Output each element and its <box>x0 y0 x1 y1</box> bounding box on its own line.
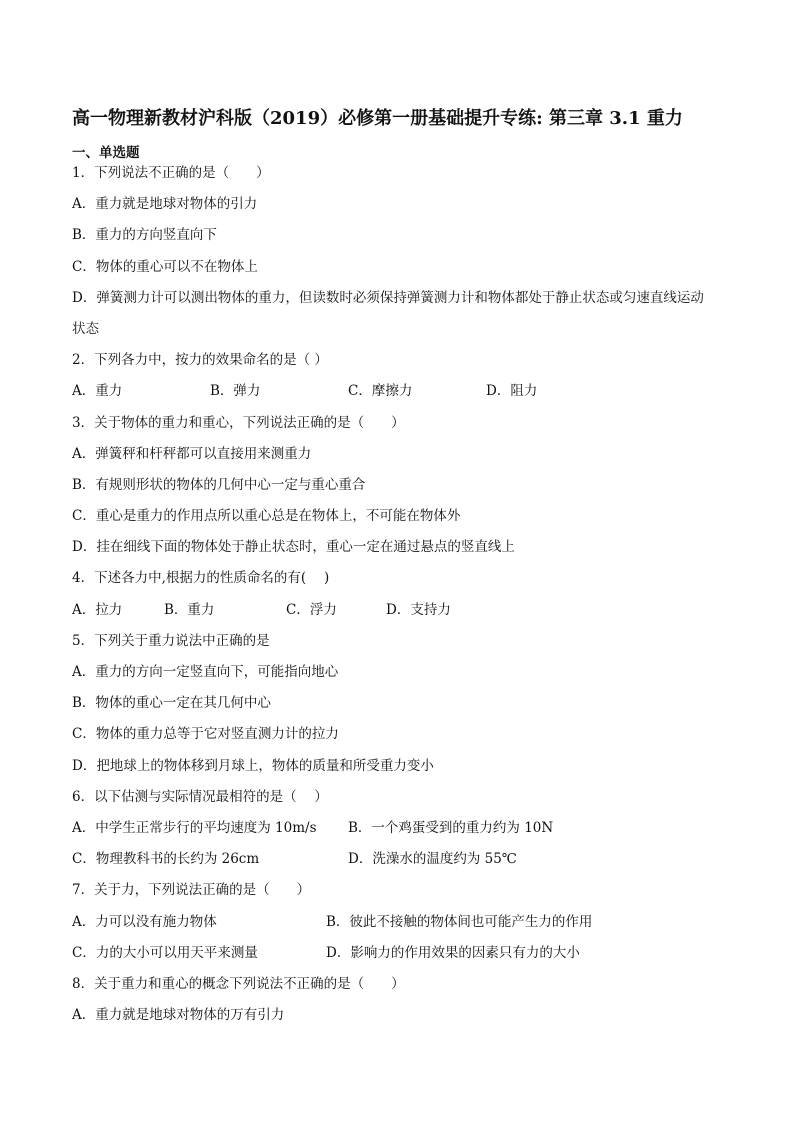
question-6-option-c: C．物理教科书的长约为 26cm <box>72 851 260 868</box>
section-heading: 一、单选题 <box>72 145 140 161</box>
question-5-option-d: D．把地球上的物体移到月球上，物体的质量和所受重力变小 <box>72 757 434 774</box>
question-4-stem: 4．下述各力中,根据力的性质命名的有( ) <box>72 570 330 587</box>
question-7-option-c: C．力的大小可以用天平来测量 <box>72 944 258 961</box>
question-1-option-d: D．弹簧测力计可以测出物体的重力，但读数时必须保持弹簧测力计和物体都处于静止状态或匀速直线运动 <box>72 289 704 306</box>
question-2-option-d: D．阻力 <box>486 383 538 400</box>
question-3-option-b: B．有规则形状的物体的几何中心一定与重心重合 <box>72 476 366 493</box>
question-6-option-a: A．中学生正常步行的平均速度为 10m/s <box>72 819 317 836</box>
question-1-stem: 1．下列说法不正确的是（ ） <box>72 165 270 181</box>
question-6-options-ab <box>72 818 732 849</box>
question-5-option-a: A．重力的方向一定竖直向下，可能指向地心 <box>72 664 339 680</box>
question-6-option-d: D．洗澡水的温度约为 55℃ <box>348 851 517 868</box>
question-7-options-cd <box>72 943 732 974</box>
question-6-stem: 6．以下估测与实际情况最相符的是（ ） <box>72 788 328 805</box>
question-4-option-d: D．支持力 <box>386 601 451 618</box>
question-3-option-c: C．重心是重力的作用点所以重心总是在物体上，不可能在物体外 <box>72 508 461 525</box>
question-2-option-b: B．弹力 <box>210 383 261 400</box>
question-5-stem: 5．下列关于重力说法中正确的是 <box>72 632 270 649</box>
question-2-option-a: A．重力 <box>72 383 123 400</box>
question-5-option-c: C．物体的重力总等于它对竖直测力计的拉力 <box>72 726 339 743</box>
question-2-option-c: C．摩擦力 <box>348 383 413 400</box>
document-title: 高一物理新教材沪科版（2019）必修第一册基础提升专练: 第三章 3.1 重力 <box>72 108 683 129</box>
question-6-option-b: B．一个鸡蛋受到的重力约为 10N <box>348 819 554 836</box>
question-2-stem: 2．下列各力中，按力的效果命名的是（ ） <box>72 352 328 369</box>
question-2-options <box>72 381 732 412</box>
question-3-option-a: A．弹簧秤和杆秤都可以直接用来测重力 <box>72 445 312 462</box>
question-1-option-d-cont: 状态 <box>72 320 99 337</box>
question-7-option-d: D．影响力的作用效果的因素只有力的大小 <box>326 944 580 961</box>
question-1-option-c: C．物体的重心可以不在物体上 <box>72 258 258 275</box>
question-1-option-b: B．重力的方向竖直向下 <box>72 227 217 244</box>
question-4-options <box>72 600 732 631</box>
question-4-option-a: A．拉力 <box>72 601 123 618</box>
question-7-stem: 7．关于力，下列说法正确的是（ ） <box>72 882 311 899</box>
question-7-option-a: A．力可以没有施力物体 <box>72 913 217 930</box>
question-3-stem: 3．关于物体的重力和重心，下列说法正确的是（ ） <box>72 414 405 431</box>
question-8-stem: 8．关于重力和重心的概念下列说法不正确的是（ ） <box>72 975 405 992</box>
question-3-option-d: D．挂在细线下面的物体处于静止状态时，重心一定在通过悬点的竖直线上 <box>72 539 515 556</box>
question-4-option-b: B．重力 <box>164 601 215 618</box>
question-1-option-a: A．重力就是地球对物体的引力 <box>72 196 258 213</box>
question-6-options-cd <box>72 849 732 880</box>
question-4-option-c: C．浮力 <box>286 601 337 618</box>
question-list <box>72 163 732 1036</box>
question-8-option-a: A．重力就是地球对物体的万有引力 <box>72 1007 285 1024</box>
question-5-option-b: B．物体的重心一定在其几何中心 <box>72 695 271 712</box>
question-7-option-b: B．彼此不接触的物体间也可能产生力的作用 <box>326 913 593 930</box>
question-7-options-ab <box>72 912 732 943</box>
